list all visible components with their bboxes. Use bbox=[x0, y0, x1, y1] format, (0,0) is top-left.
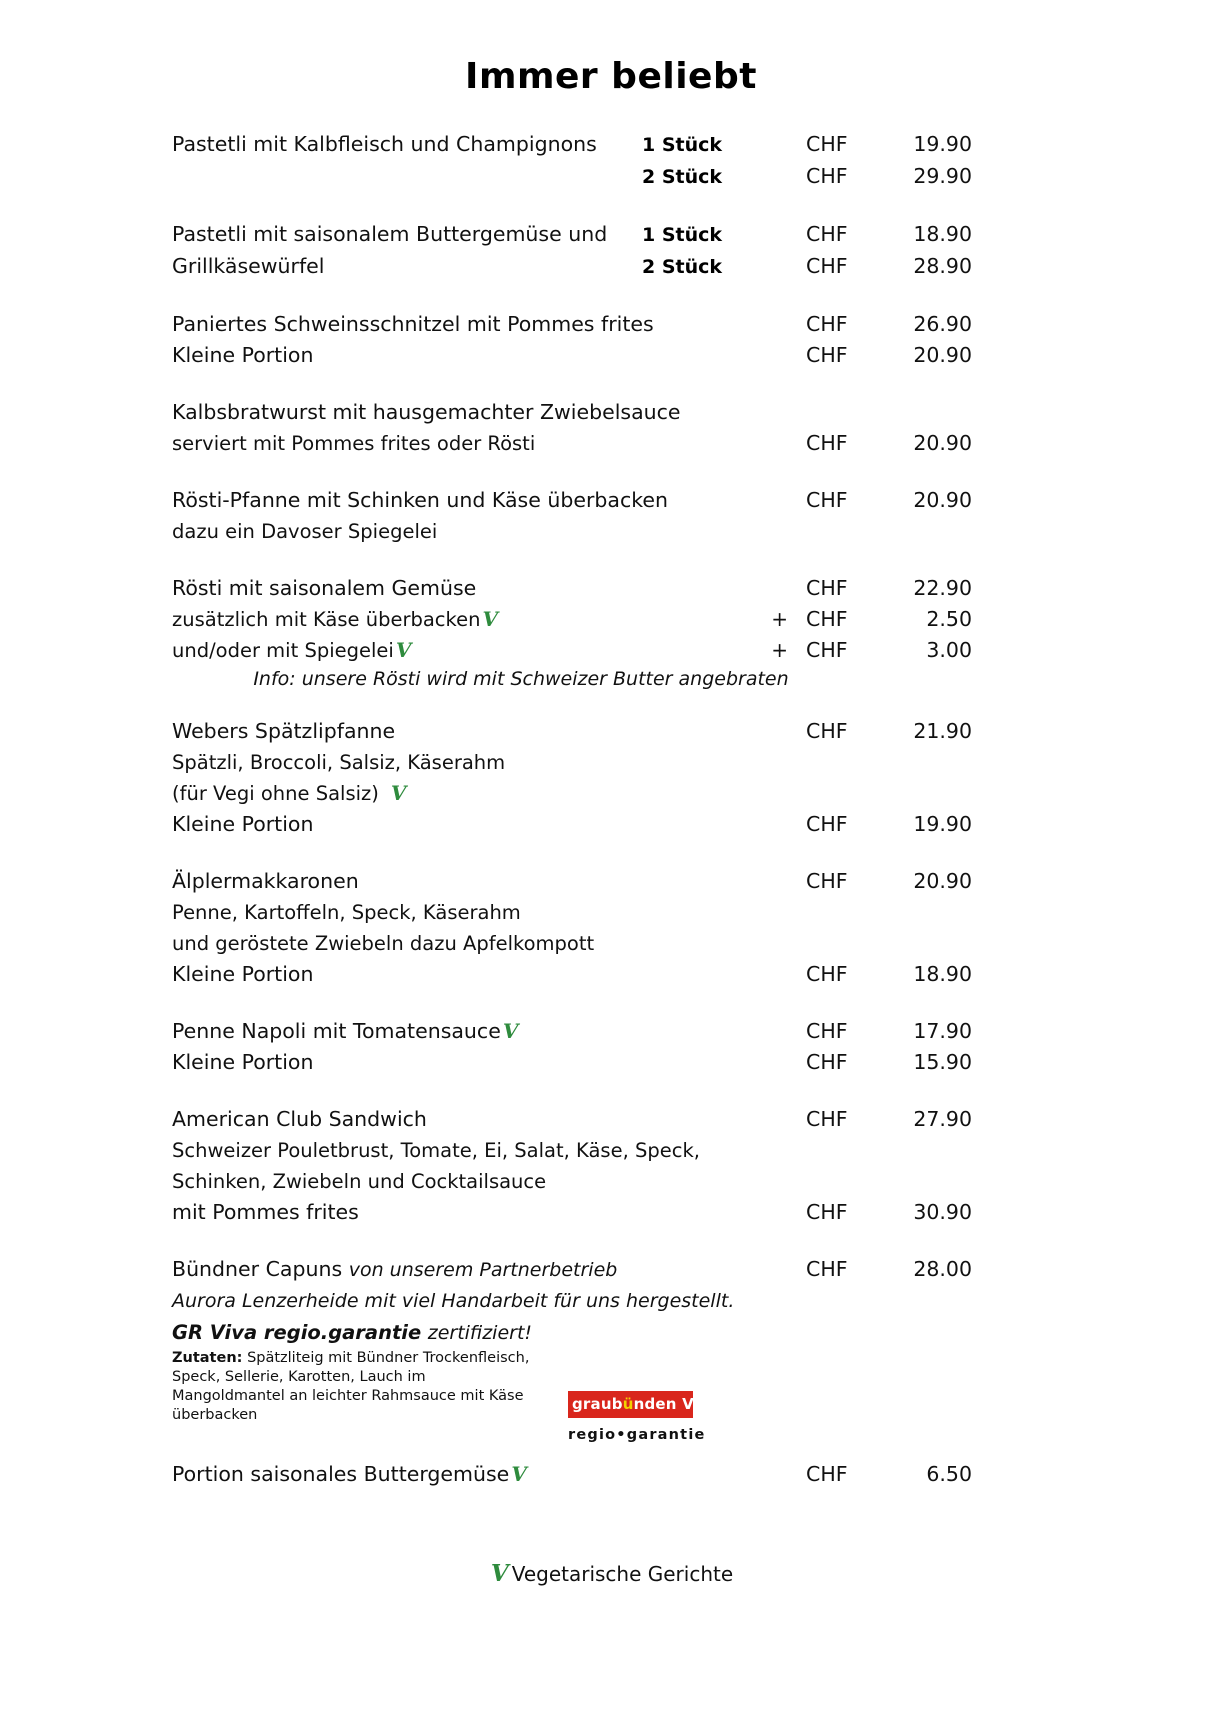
item-variant-price: 30.90 bbox=[913, 1200, 972, 1224]
item-name-wrap bbox=[0, 1254, 642, 1286]
menu-list bbox=[0, 129, 1222, 1490]
item-description-wrap bbox=[0, 778, 642, 809]
plus-sign: + bbox=[771, 607, 788, 631]
menu-item-row bbox=[0, 397, 1222, 428]
menu-item-row bbox=[0, 1459, 1222, 1490]
vegetarian-icon: V bbox=[490, 1560, 509, 1587]
item-currency: CHF bbox=[806, 719, 848, 743]
item-price: 6.50 bbox=[926, 1462, 972, 1486]
item-price: 20.90 bbox=[913, 431, 972, 455]
menu-item-row bbox=[0, 1135, 1222, 1166]
item-price: 21.90 bbox=[913, 719, 972, 743]
item-small-portion-price: 20.90 bbox=[913, 343, 972, 367]
addon-price: 3.00 bbox=[926, 638, 972, 662]
item-quantity: 2 Stück bbox=[642, 256, 723, 278]
menu-item-addon-row bbox=[0, 604, 1222, 635]
menu-item-row bbox=[0, 340, 1222, 371]
addon-currency: CHF bbox=[806, 638, 848, 662]
roesti-info-note: Info: unsere Rösti wird mit Schweizer Butter angebraten bbox=[253, 668, 789, 690]
menu-item-row bbox=[0, 747, 1222, 778]
addon-label-wrap bbox=[0, 604, 642, 635]
menu-item-row bbox=[0, 866, 1222, 897]
item-price: 29.90 bbox=[913, 164, 972, 188]
item-small-portion-price: 15.90 bbox=[913, 1050, 972, 1074]
addon-price: 2.50 bbox=[926, 607, 972, 631]
page-title: Immer beliebt bbox=[465, 56, 757, 97]
item-name-wrap bbox=[0, 1459, 642, 1490]
menu-item-row bbox=[0, 1317, 1222, 1349]
item-currency: CHF bbox=[806, 1019, 848, 1043]
menu-item-aelplermakkaronen bbox=[0, 866, 1222, 990]
item-currency: CHF bbox=[806, 343, 848, 367]
vegetarian-icon: V bbox=[395, 638, 412, 662]
logo-text-accent: ü bbox=[622, 1395, 634, 1413]
plus-sign: + bbox=[771, 638, 788, 662]
item-price: 26.90 bbox=[913, 312, 972, 336]
menu-item-portion-buttergemuese bbox=[0, 1459, 1222, 1490]
item-currency: CHF bbox=[806, 1257, 848, 1281]
item-small-portion-label: Kleine Portion bbox=[172, 343, 314, 367]
menu-item-row bbox=[0, 161, 1222, 193]
item-description: Schweizer Pouletbrust, Tomate, Ei, Salat, Käse, Speck, bbox=[172, 1139, 700, 1162]
menu-item-schweinsschnitzel bbox=[0, 309, 1222, 371]
menu-item-row bbox=[0, 1286, 1222, 1317]
menu-item-row bbox=[0, 959, 1222, 990]
item-description: Spätzli, Broccoli, Salsiz, Käserahm bbox=[172, 751, 506, 774]
item-price: 20.90 bbox=[913, 869, 972, 893]
item-description: serviert mit Pommes frites oder Rösti bbox=[172, 432, 536, 455]
menu-item-row bbox=[0, 778, 1222, 809]
item-description: Aurora Lenzerheide mit viel Handarbeit für uns hergestellt. bbox=[172, 1290, 735, 1312]
item-name: American Club Sandwich bbox=[172, 1107, 427, 1131]
item-name: Rösti mit saisonalem Gemüse bbox=[172, 576, 477, 600]
menu-item-row bbox=[0, 219, 1222, 251]
item-name: Pastetli mit Kalbfleisch und Champignons bbox=[172, 132, 597, 156]
item-name: Paniertes Schweinsschnitzel mit Pommes frites bbox=[172, 312, 654, 336]
vegetarian-icon: V bbox=[502, 1019, 519, 1043]
menu-item-pastetli-buttergemuese bbox=[0, 219, 1222, 283]
item-quantity: 2 Stück bbox=[642, 166, 723, 188]
item-name: Portion saisonales Buttergemüse bbox=[172, 1462, 510, 1486]
item-certification-wrap bbox=[0, 1317, 642, 1349]
menu-item-row bbox=[0, 1016, 1222, 1047]
logo-subtitle: regio•garantie bbox=[568, 1427, 706, 1443]
item-currency: CHF bbox=[806, 812, 848, 836]
item-description: und geröstete Zwiebeln dazu Apfelkompott bbox=[172, 932, 595, 955]
logo-banner bbox=[568, 1391, 723, 1418]
ingredients-label: Zutaten: bbox=[172, 1350, 243, 1366]
item-name-wrap bbox=[0, 1016, 642, 1047]
item-small-portion-label: Kleine Portion bbox=[172, 1050, 314, 1074]
menu-item-row bbox=[0, 716, 1222, 747]
addon-label: zusätzlich mit Käse überbacken bbox=[172, 608, 481, 631]
ingredients-text bbox=[172, 1349, 532, 1425]
item-variant-label: mit Pommes frites bbox=[172, 1200, 359, 1224]
item-name: Bündner Capuns bbox=[172, 1257, 343, 1281]
item-currency: CHF bbox=[806, 164, 848, 188]
item-currency: CHF bbox=[806, 254, 848, 278]
menu-item-row bbox=[0, 928, 1222, 959]
menu-item-american-club-sandwich bbox=[0, 1104, 1222, 1228]
item-name-suffix: von unserem Partnerbetrieb bbox=[348, 1259, 618, 1281]
item-name: Älplermakkaronen bbox=[172, 869, 359, 893]
item-name: Kalbsbratwurst mit hausgemachter Zwiebelsauce bbox=[172, 400, 681, 424]
item-price: 17.90 bbox=[913, 1019, 972, 1043]
item-currency: CHF bbox=[806, 576, 848, 600]
item-description: dazu ein Davoser Spiegelei bbox=[172, 520, 438, 543]
addon-label-wrap bbox=[0, 635, 642, 666]
item-description: Schinken, Zwiebeln und Cocktailsauce bbox=[172, 1170, 547, 1193]
item-name: Webers Spätzlipfanne bbox=[172, 719, 396, 743]
menu-item-row bbox=[0, 129, 1222, 161]
logo-text-suffix: nden VIVA bbox=[633, 1395, 723, 1413]
item-currency: CHF bbox=[806, 869, 848, 893]
item-currency: CHF bbox=[806, 1107, 848, 1131]
menu-item-row bbox=[0, 309, 1222, 340]
item-name-second-line: Grillkäsewürfel bbox=[172, 254, 325, 278]
menu-item-addon-row bbox=[0, 635, 1222, 666]
menu-item-row bbox=[0, 1254, 1222, 1286]
ingredients-body: Spätzliteig mit Bündner Trockenfleisch, Speck, Sellerie, Karotten, Lauch im Mangoldmantel an leichter Rahmsauce mit Käse überbacken bbox=[172, 1350, 530, 1423]
legend-footer bbox=[0, 1560, 1222, 1587]
item-price: 27.90 bbox=[913, 1107, 972, 1131]
menu-item-row bbox=[0, 809, 1222, 840]
logo-text-prefix: graub bbox=[572, 1395, 623, 1413]
addon-label: und/oder mit Spiegelei bbox=[172, 639, 394, 662]
addon-currency: CHF bbox=[806, 607, 848, 631]
item-quantity: 1 Stück bbox=[642, 224, 723, 246]
menu-item-roesti-pfanne bbox=[0, 485, 1222, 547]
item-description: (für Vegi ohne Salsiz) bbox=[172, 782, 379, 805]
item-price: 18.90 bbox=[913, 222, 972, 246]
item-price: 28.90 bbox=[913, 254, 972, 278]
menu-item-row bbox=[0, 485, 1222, 516]
menu-item-row bbox=[0, 897, 1222, 928]
certification-label: GR Viva regio.garantie bbox=[172, 1321, 422, 1344]
item-small-portion-price: 18.90 bbox=[913, 962, 972, 986]
item-currency: CHF bbox=[806, 312, 848, 336]
menu-item-row bbox=[0, 1047, 1222, 1078]
item-currency: CHF bbox=[806, 132, 848, 156]
item-currency: CHF bbox=[806, 962, 848, 986]
item-price: 28.00 bbox=[913, 1257, 972, 1281]
menu-item-row bbox=[0, 428, 1222, 459]
vegetarian-icon: V bbox=[511, 1462, 527, 1486]
menu-item-webers-spaetzlipfanne bbox=[0, 716, 1222, 840]
item-currency: CHF bbox=[806, 1050, 848, 1074]
item-name: Penne Napoli mit Tomatensauce bbox=[172, 1019, 501, 1043]
menu-item-row bbox=[0, 573, 1222, 604]
item-price: 22.90 bbox=[913, 576, 972, 600]
item-currency: CHF bbox=[806, 222, 848, 246]
item-name: Rösti-Pfanne mit Schinken und Käse überbacken bbox=[172, 488, 668, 512]
menu-item-buendner-capuns bbox=[0, 1254, 1222, 1443]
item-price: 20.90 bbox=[913, 488, 972, 512]
item-description: Penne, Kartoffeln, Speck, Käserahm bbox=[172, 901, 521, 924]
item-currency: CHF bbox=[806, 488, 848, 512]
item-name: Pastetli mit saisonalem Buttergemüse und bbox=[172, 222, 608, 246]
item-currency: CHF bbox=[806, 431, 848, 455]
menu-item-pastetli-kalbfleisch bbox=[0, 129, 1222, 193]
vegetarian-icon: V bbox=[482, 607, 498, 631]
legend-label: Vegetarische Gerichte bbox=[511, 1562, 734, 1586]
menu-item-row bbox=[0, 516, 1222, 547]
graubuenden-viva-logo bbox=[568, 1391, 723, 1443]
item-currency: CHF bbox=[806, 1462, 848, 1486]
menu-item-row bbox=[0, 1166, 1222, 1197]
item-quantity: 1 Stück bbox=[642, 134, 723, 156]
menu-item-penne-napoli bbox=[0, 1016, 1222, 1078]
item-currency: CHF bbox=[806, 1200, 848, 1224]
menu-item-row bbox=[0, 1197, 1222, 1228]
menu-item-row bbox=[0, 251, 1222, 283]
vegetarian-icon: V bbox=[390, 781, 407, 805]
item-small-portion-price: 19.90 bbox=[913, 812, 972, 836]
item-price: 19.90 bbox=[913, 132, 972, 156]
menu-item-row bbox=[0, 1104, 1222, 1135]
menu-item-roesti-gemuese bbox=[0, 573, 1222, 690]
menu-item-kalbsbratwurst bbox=[0, 397, 1222, 459]
certification-suffix: zertifiziert! bbox=[427, 1322, 533, 1344]
item-small-portion-label: Kleine Portion bbox=[172, 812, 314, 836]
item-small-portion-label: Kleine Portion bbox=[172, 962, 314, 986]
